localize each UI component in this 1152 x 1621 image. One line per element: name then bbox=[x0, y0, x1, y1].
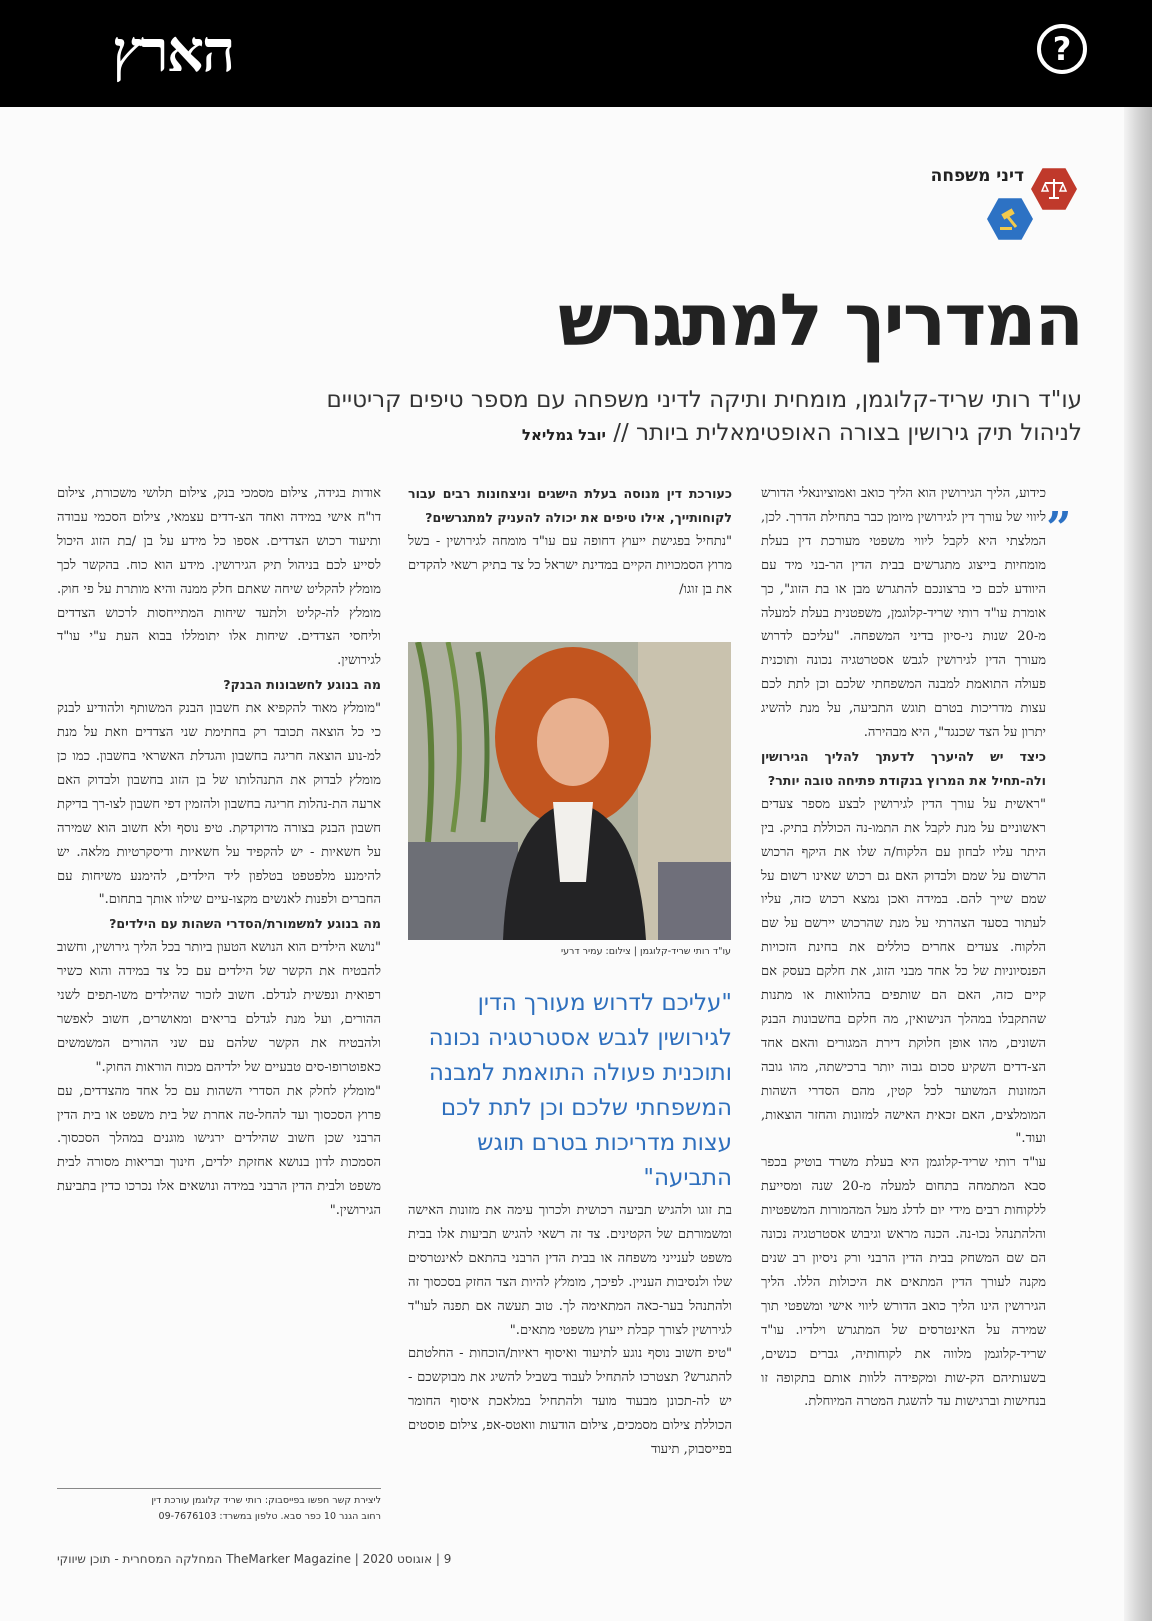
lawyer-portrait-photo bbox=[408, 642, 731, 940]
subhead-line-1: עו"ד רותי שריד-קלוגמן, מומחית ותיקה לדיני משפחה עם מספר טיפים קריטיים bbox=[326, 387, 1082, 413]
interview-question: כיצד יש להיערך לדעתך להליך הגירושין ולה-תחיל את המרוץ בנקודת פתיחה טובה יותר? bbox=[761, 748, 1046, 788]
contact-info bbox=[57, 1488, 381, 1525]
article-column-2 bbox=[408, 482, 732, 602]
pull-quote: "עליכם לדרוש מעורך הדין לגירושין לגבש אסטרטגיה נכונה ותוכנית פעולה התואמת למבנה המשפחתי שלכם וכן לתת לכם עצות מדריכות בטרם תוגש התביעה" bbox=[428, 990, 732, 1191]
paragraph: "טיפ חשוב נוסף נוגע לתיעוד ואיסוף ראיות/הוכחות - החלטתם להתגרש? תצטרכו להתחיל לעבוד בשביל להשיג את מבוקשכם - יש לה-תכונן מבעוד מועד ולהתחיל במלאכת איסוף החומר הכוללת צילום מסמכים, צילום הודעות וואטס-אפ, צילום פוסטים בפייסבוק, תיעוד bbox=[408, 1346, 732, 1458]
interview-question: מה בנוגע לחשבונות הבנק? bbox=[223, 677, 381, 693]
paragraph: "ראשית על עורך הדין לגירושין לבצע מספר צעדים ראשוניים על מנת לקבל את התמו-נה הכוללת בתיק. בין היתר עליו לבחון עם הלקוח/ה שלו את היקף הרכוש הרשום על שמם ולבדוק האם גם רכוש שאינו רשום על שמם שייך להם. במידה ואכן נמצא רכוש כזה, עליו לעתור בסעד הצהרתי על מנת שהרכוש יירשם על שם הלקוח. צעדים אחרים כוללים את בחינת הזכויות הפנסיוניות של כל אחד מבני הזוג, את חלקם בעסק אם קיים כזה, האם הם שותפים בהלוואות או מתנות שהתקבלו במהלך הנישואין, מה חלקם בחשבונות הבנק השונים, מהו אופן חלוקת דירת המגורים והאם אחד הצ-דדים השקיע סכום גבוה יותר ברכישתה, מהו גובה המזונות המשוער לכל קטין, מהם הסדרי השהות המומלצים, האם זכאית האישה למזונות והחזר הוצאות, ועוד." bbox=[761, 796, 1046, 1147]
author-byline: יובל גמליאל bbox=[521, 426, 606, 444]
section-label: דיני משפחה bbox=[930, 166, 1024, 186]
help-icon[interactable]: ? bbox=[1037, 24, 1087, 74]
quote-icon: „ bbox=[1047, 478, 1073, 529]
paragraph: "מומלץ מאוד להקפיא את חשבון הבנק המשותף ולהודיע לבנק כי כל הוצאה תכובד רק בחתימת שני הצדדים וזאת על מנת למ-נוע הוצאה חריגה בחשבון והגדלת האשראי בחשבון. כמו כן מומלץ לבדוק את התנהלותו של בן הזוג בחשבון ולבדוק האם ארעה הת-נהלות חריגה בחשבון ולהזמין דפי חשבון לצו-רך בדיקת חשבון הבנק בצורה מדוקדקת. טיפ נוסף ולא חשוב הוא שמירה על חשאיות - יש להקפיד על חשאיות ודיסקרטיות מלאה. יש להימנע מלפטפט בטלפון ליד הילדים, להימנע משיחות עם החברים ולפנות לאנשים מקצו-עיים שילוו אותך בתחום." bbox=[57, 701, 381, 908]
paragraph: עו"ד רותי שריד-קלוגמן היא בעלת משרד בוטיק בכפר סבא המתמחה בתחום למעלה מ-20 שנה ומסייעת ללקוחות רבים מידי יום לדלג מעל המהמורות המשפטיות והלהתנהל נכו-נה. הכנה מראש וגיבוש אסטרטגיה נכונה הם שם המשחק בבית הדין הרבני ורק ניסיון רב שנים מקנה לעורך הדין המתאים את היכולות הללו. הליך הגירושין הינו הליך כואב הדורש ליווי אישי ומשפטי תוך שמירה על האינטרסים של המתגרש וילדיו. עו"ד שריד-קלוגמן מלווה את לקוחותיה, גברים כנשים, בשעותיהם הק-שות ומקפידה ללוות אותם בתקופה זו בנחישות וברגישות עד להשגת המטרה המיוחלת. bbox=[761, 1155, 1046, 1410]
subhead-line-2 bbox=[42, 417, 1082, 452]
contact-line-1: ליצירת קשר חפשו בפייסבוק: רותי שריד קלוגמן עורכת דין bbox=[151, 1495, 381, 1506]
paragraph: בת זוגו ולהגיש תביעה רכושית ולכרוך עימה את מזונות האישה ומשמורתם של הקטינים. צד זה רשאי להגיש תביעות אלו בבית משפט לענייני משפחה או בבית הדין הרבני בהתאם לאינטרסים שלו ולנסיבות העניין. לפיכך, מומלץ להיות הצד החזק בסכסוך זה ולהתנהל בער-כאה המתאימה לך. טוב תעשה אם תפנה לעו"ד לגירושין לצורך קבלת ייעוץ משפטי מתאים." bbox=[408, 1203, 732, 1338]
page-number: 9 bbox=[443, 1552, 452, 1566]
article-column-2-lower bbox=[408, 1199, 732, 1462]
app-header bbox=[0, 0, 1152, 107]
article-subhead bbox=[42, 384, 1082, 452]
paragraph: "נתחיל בפגישת ייעוץ דחופה עם עו"ד מומחה לגירושין - בשל מרוץ הסמכויות הקיים במדינת ישראל כל צד בתיק רשאי להקדים את בן זוגו/ bbox=[408, 533, 732, 597]
article-column-1 bbox=[761, 482, 1046, 1414]
interview-question: מה בנוגע למשמורת/הסדרי השהות עם הילדים? bbox=[109, 916, 381, 932]
contact-line-2: רחוב הגנר 10 כפר סבא. טלפון במשרד: 09-7676103 bbox=[158, 1511, 381, 1522]
interview-question: כעורכת דין מנוסה בעלת הישגים וניצחונות רבים עבור לקוחותייך, אילו טיפים את יכולה להעניק למתגרשים? bbox=[408, 486, 732, 525]
subhead-line-2-text: לניהול תיק גירושין בצורה האופטימאלית ביותר // bbox=[613, 420, 1082, 446]
article-column-3 bbox=[57, 482, 381, 1223]
paragraph: "נושא הילדים הוא הנושא הטעון ביותר בכל הליך גירושין, וחשוב להבטיח את הקשר של הילדים עם כל צד במידה והוא כשיר רפואית ונפשית לגדלם. חשוב לזכור שהילדים משו-תפים לשני ההורים, ועל מנת לגדלם בריאים ומאושרים, חשוב לאפשר ולהבטיח את הקשר שלהם עם שני ההורים המשמשים כאפוטרופו-סים טבעיים של ילדיהם מכוח הוראות החוק." bbox=[57, 940, 381, 1075]
article-headline: המדריך למתגרש bbox=[557, 278, 1082, 362]
paragraph: אודות בגידה, צילום מסמכי בנק, צילום תלושי משכורת, צילום דו"ח אישי במידה ואחד הצ-דדים עצמאי, צילום הסכמי עבודה ותיעוד רכוש הצדדים. אספו כל מידע על בן /בת הזוג היכול לסייע לכם בניהול תיק הגירושין. מידע הוא כוח. בהקשר לכך מומלץ להקליט שיחה שאתם חלק ממנה והיא מותרת על פי חוק. מומלץ לה-קליט ולתעד שיחות המתייחסות לרכוש הצדדים וליחסי הצדדים. שיחות אלו יתומללו בבוא העת ע"י עו"ד לגירושין. bbox=[57, 486, 381, 669]
paragraph: כידוע, הליך הגירושין הוא הליך כואב ואמוציונאלי הדורש ליווי של עורך דין לגירושין מיומן כבר בתחילת הדרך. לכן, המלצתי היא לקבל ליווי משפטי מעורכת דין בעלת מומחיות בייצוג מתגרשים בבית הדין הר-בני מיד עם היוודע לכם כי ברצונכם להתגרש מבן או בת הזוג", כך אומרת עו"ד רותי שריד-קלוגמן, משפטנית בעלת למעלה מ-20 שנות ני-סיון בדיני המשפחה. "עליכם לדרוש מעורך הדין לגירושין לגבש אסטרטגיה נכונה ותוכנית פעולה התואמת למבנה המשפחתי שלכם וכן לתת לכם עצות מדריכות בטרם תוגש התביעה, על מנת להשיג יתרון על הצד שכנגד", היא מבהירה. bbox=[761, 486, 1046, 741]
page-curl-edge bbox=[1124, 107, 1152, 1621]
footer-text: אוגוסט 2020 | TheMarker Magazine המחלקה המסחרית - תוכן שיווקי bbox=[57, 1552, 433, 1566]
paragraph: "מומלץ לחלק את הסדרי השהות עם כל אחד מהצדדים, עם פרוץ הסכסוך ועד להחל-טה אחרת של בית משפט או בית הדין הרבני שכן חשוב שהילדים ירגישו מוגנים במהלך הסכסוך. הסמכות לדון בנושא אחזקת ילדים, חינוך ובריאות מסורה לבית משפט ולבית הדין הרבני במידה ונושאים אלו נכרכו כדין בתביעת הגירושין." bbox=[57, 1083, 381, 1219]
photo-credit: עו"ד רותי שריד-קלוגמן | צילום: עמיר דרעי bbox=[560, 946, 731, 957]
app-logo[interactable]: הארץ bbox=[112, 17, 234, 85]
page-footer: 9 | אוגוסט 2020 | TheMarker Magazine המחלקה המסחרית - תוכן שיווקי bbox=[57, 1552, 452, 1566]
